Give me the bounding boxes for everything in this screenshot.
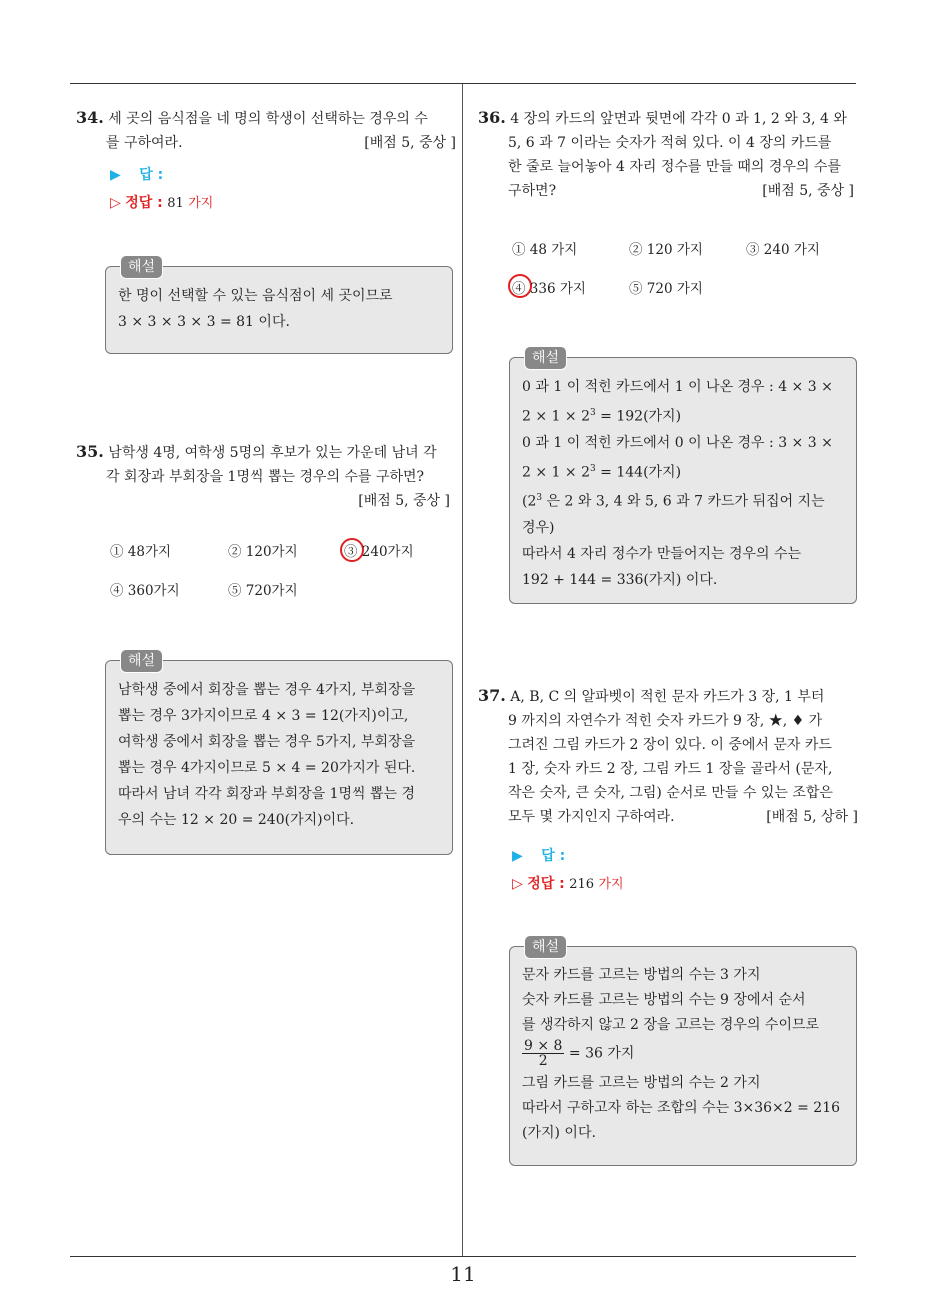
question-number: 37. [478, 686, 506, 705]
choice-2[interactable]: ② 120가지 [228, 544, 298, 560]
question-text-line2: 를 구하여라. [106, 135, 183, 151]
bottom-rule [70, 1256, 856, 1257]
solution-tag: 해설 [120, 255, 163, 279]
choice-1[interactable]: ① 48가지 [110, 544, 172, 560]
choice-3[interactable]: ③ 240 가지 [746, 242, 820, 258]
question-number: 35. [76, 442, 104, 461]
solution-line: 192 + 144 = 336(가지) 이다. [522, 571, 718, 588]
fraction-denominator: 2 [538, 1053, 548, 1069]
solution-line: 남학생 중에서 회장을 뽑는 경우 4가지, 부회장을 [118, 682, 416, 698]
correct-unit: 가지 [188, 196, 214, 211]
page-number: 11 [450, 1262, 476, 1286]
question-text-line1: 4 장의 카드의 앞면과 뒷면에 각각 0 과 1, 2 와 3, 4 와 [510, 111, 847, 127]
solution-line: 따라서 4 자리 정수가 만들어지는 경우의 수는 [522, 545, 802, 562]
correct-label: 정답 : [125, 195, 163, 211]
question-35 [76, 440, 456, 513]
play-triangle-icon: ▶ [110, 167, 121, 183]
answer-field-37[interactable] [512, 845, 565, 865]
question-text-line4: 구하면? [508, 183, 557, 199]
solution-text: 2 × 1 × 2 [522, 464, 590, 481]
answer-label: 답 : [541, 848, 566, 864]
question-text-line4: 1 장, 숫자 카드 2 장, 그림 카드 1 장을 골라서 (문자, [508, 761, 833, 777]
choice-5[interactable]: ⑤ 720가지 [228, 583, 298, 599]
superscript: 3 [589, 463, 596, 474]
question-36 [478, 106, 858, 203]
question-37 [478, 684, 858, 829]
solution-text: 은 2 와 3, 4 와 5, 6 과 7 카드가 뒤집어 지는 [542, 493, 825, 510]
solution-box-37 [509, 939, 857, 1166]
solution-tag: 해설 [524, 346, 567, 370]
solution-line: 숫자 카드를 고르는 방법의 수는 9 장에서 순서 [522, 992, 806, 1008]
solution-line: (가지) 이다. [522, 1125, 596, 1141]
solution-line [522, 485, 844, 515]
solution-line: 따라서 남녀 각각 회장과 부회장을 1명씩 뽑는 경 [118, 786, 416, 802]
play-triangle-icon: ▶ [512, 848, 523, 864]
question-text-line2: 각 회장과 부회장을 1명씩 뽑는 경우의 수를 구하면? [106, 469, 425, 485]
choice-4[interactable]: ④ 360가지 [110, 583, 180, 599]
choices-36 [512, 238, 852, 298]
superscript: 3 [589, 408, 596, 418]
question-text-line2: 5, 6 과 7 이라는 숫자가 적혀 있다. 이 4 장의 카드를 [508, 135, 832, 151]
question-34 [76, 106, 456, 155]
answer-field-34[interactable] [110, 164, 163, 184]
column-divider [462, 84, 463, 1256]
solution-tag: 해설 [120, 649, 163, 673]
question-text-line1: A, B, C 의 알파벳이 적힌 문자 카드가 3 장, 1 부터 [510, 689, 825, 705]
score-meta: [배점 5, 중상 ] [762, 183, 854, 199]
choice-2[interactable]: ② 120 가지 [629, 242, 703, 258]
outline-triangle-icon: ▷ [512, 876, 523, 892]
question-text-line3: 한 줄로 늘어놓아 4 자리 정수를 만들 때의 경우의 수를 [508, 159, 841, 175]
outline-triangle-icon: ▷ [110, 195, 121, 211]
choices-35 [110, 540, 450, 600]
question-number: 34. [76, 108, 104, 127]
question-text-line5: 작은 숫자, 큰 숫자, 그림) 순서로 만들 수 있는 조합은 [508, 785, 833, 801]
choice-3[interactable]: ③ 240가지 [344, 544, 414, 560]
question-text-line1: 남학생 4명, 여학생 5명의 후보가 있는 가운데 남녀 각 [108, 445, 437, 461]
correct-value: 81 [167, 196, 184, 211]
correct-answer-34 [110, 192, 213, 212]
top-rule [70, 83, 856, 84]
score-meta: [배점 5, 상하 ] [766, 809, 858, 825]
question-text-line6: 모두 몇 가지인지 구하여라. [508, 809, 675, 825]
solution-line: 문자 카드를 고르는 방법의 수는 3 가지 [522, 967, 761, 983]
solution-line: 그림 카드를 고르는 방법의 수는 2 가지 [522, 1075, 761, 1091]
choice-5[interactable]: ⑤ 720 가지 [629, 281, 703, 297]
solution-text: = 192(가지) [595, 408, 682, 425]
fraction [522, 1039, 564, 1068]
solution-tag: 해설 [524, 935, 567, 959]
correct-value: 216 [569, 877, 595, 892]
solution-text: = 36 가지 [564, 1045, 635, 1062]
fraction-numerator: 9 × 8 [524, 1038, 563, 1054]
choice-4[interactable]: ④ 336 가지 [512, 281, 586, 297]
solution-box-34 [105, 259, 453, 354]
solution-line [522, 400, 844, 430]
solution-line: 따라서 구하고자 하는 조합의 수는 3×36×2 = 216 [522, 1100, 841, 1116]
score-meta: [배점 5, 중상 ] [358, 493, 450, 509]
question-text-line2: 9 까지의 자연수가 적힌 숫자 카드가 9 장, ★, ♦ 가 [508, 713, 823, 729]
solution-line: 3 × 3 × 3 × 3 = 81 이다. [118, 314, 290, 330]
solution-text: = 144(가지) [595, 464, 682, 481]
choice-1[interactable]: ① 48 가지 [512, 242, 578, 258]
solution-text: 2 × 1 × 2 [522, 408, 590, 425]
superscript: 3 [536, 493, 543, 504]
solution-line: 한 명이 선택할 수 있는 음식점이 세 곳이므로 [118, 288, 393, 304]
solution-line: 우의 수는 12 × 20 = 240(가지)이다. [118, 812, 355, 828]
solution-line: 뽑는 경우 3가지이므로 4 × 3 = 12(가지)이고, [118, 708, 409, 724]
correct-label: 정답 : [527, 876, 565, 892]
solution-line [522, 456, 844, 486]
solution-line: 여학생 중에서 회장을 뽑는 경우 5가지, 부회장을 [118, 734, 416, 750]
solution-line: 0 과 1 이 적힌 카드에서 1 이 나온 경우 : 4 × 3 × [522, 379, 833, 395]
answer-label: 답 : [139, 167, 164, 183]
solution-box-35 [105, 653, 453, 855]
correct-answer-37 [512, 873, 624, 893]
correct-unit: 가지 [598, 877, 624, 892]
solution-line: 0 과 1 이 적힌 카드에서 0 이 나온 경우 : 3 × 3 × [522, 434, 833, 451]
score-meta: [배점 5, 중상 ] [364, 135, 456, 151]
solution-line: 경우) [522, 519, 555, 536]
solution-line: 를 생각하지 않고 2 장을 고르는 경우의 수이므로 [522, 1017, 820, 1033]
question-number: 36. [478, 108, 506, 127]
question-text-line1: 세 곳의 음식점을 네 명의 학생이 선택하는 경우의 수 [108, 111, 428, 127]
solution-line: 뽑는 경우 4가지이므로 5 × 4 = 20가지가 된다. [118, 760, 416, 776]
question-text-line3: 그려진 그림 카드가 2 장이 있다. 이 중에서 문자 카드 [508, 737, 832, 753]
solution-text: (2 [522, 493, 537, 510]
solution-box-36 [509, 350, 857, 604]
solution-line [522, 1039, 844, 1068]
